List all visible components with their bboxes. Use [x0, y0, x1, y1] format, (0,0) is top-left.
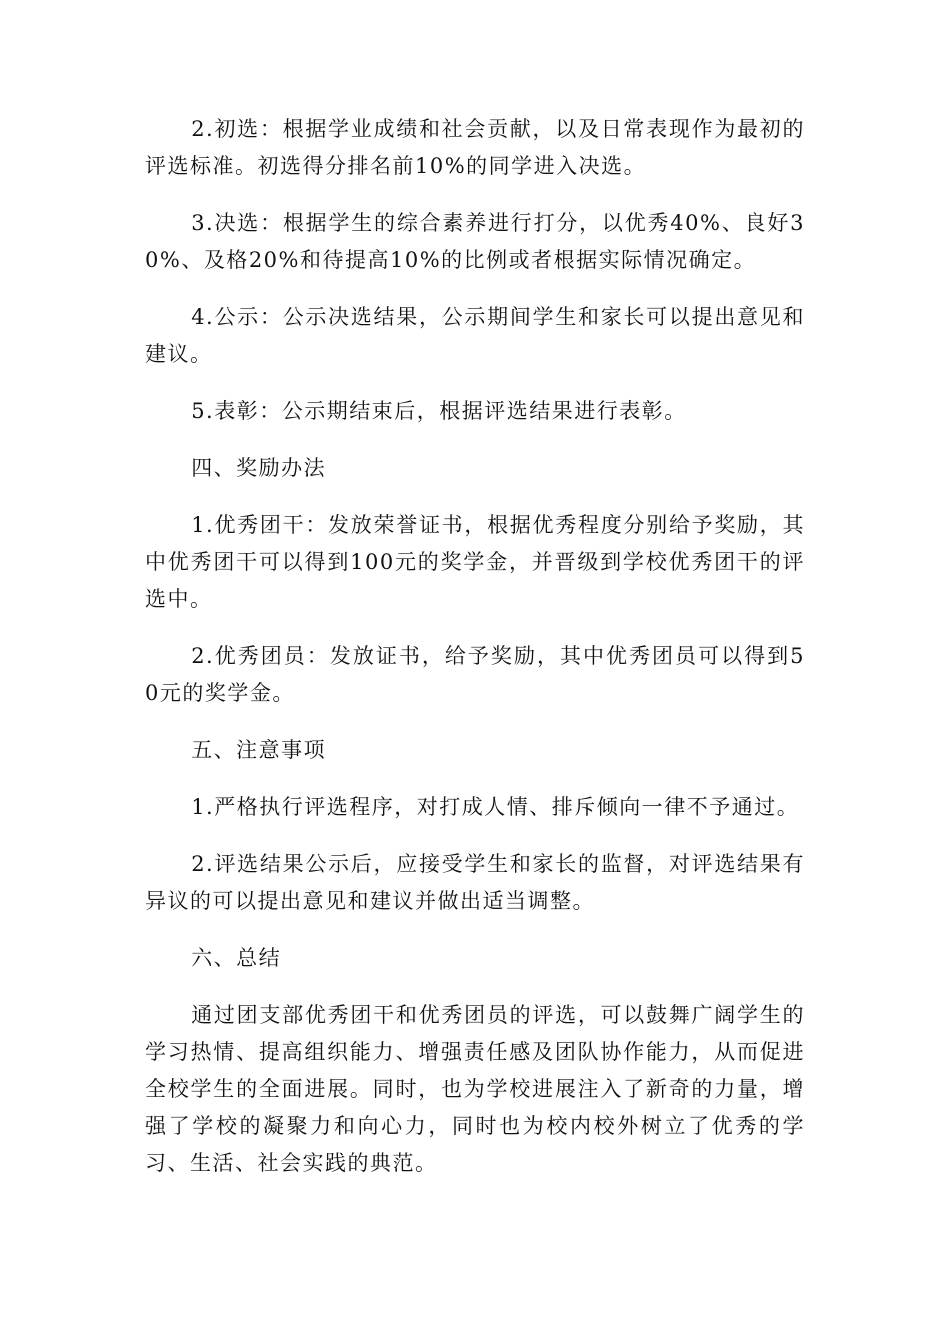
paragraph-reward-cadre: 1.优秀团干：发放荣誉证书，根据优秀程度分别给予奖励，其中优秀团干可以得到100元的奖学金，并晋级到学校优秀团干的评选中。 — [145, 513, 805, 611]
paragraph-note-procedure: 1.严格执行评选程序，对打成人情、排斥倾向一律不予通过。 — [191, 795, 800, 819]
paragraph-reward-member: 2.优秀团员：发放证书，给予奖励，其中优秀团员可以得到50元的奖学金。 — [145, 644, 805, 705]
section-heading-rewards: 四、奖励办法 — [191, 456, 327, 480]
section-heading-summary: 六、总结 — [191, 946, 282, 970]
paragraph-preliminary-selection: 2.初选：根据学业成绩和社会贡献，以及日常表现作为最初的评选标准。初选得分排名前10%的同学进入决选。 — [145, 117, 805, 178]
section-heading-notes: 五、注意事项 — [191, 738, 327, 762]
document-body — [145, 111, 805, 1202]
paragraph-commendation: 5.表彰：公示期结束后，根据评选结果进行表彰。 — [191, 399, 687, 423]
paragraph-note-supervision: 2.评选结果公示后，应接受学生和家长的监督，对评选结果有异议的可以提出意见和建议并做出适当调整。 — [145, 852, 805, 913]
paragraph-publicity: 4.公示：公示决选结果，公示期间学生和家长可以提出意见和建议。 — [145, 305, 805, 366]
paragraph-final-selection: 3.决选：根据学生的综合素养进行打分，以优秀40%、良好30%、及格20%和待提高10%的比例或者根据实际情况确定。 — [145, 211, 805, 272]
paragraph-summary: 通过团支部优秀团干和优秀团员的评选，可以鼓舞广阔学生的学习热情、提高组织能力、增强责任感及团队协作能力，从而促进全校学生的全面进展。同时，也为学校进展注入了新奇的力量，增强了学校的凝聚力和向心力，同时也为校内校外树立了优秀的学习、生活、社会实践的典范。 — [145, 1003, 805, 1175]
